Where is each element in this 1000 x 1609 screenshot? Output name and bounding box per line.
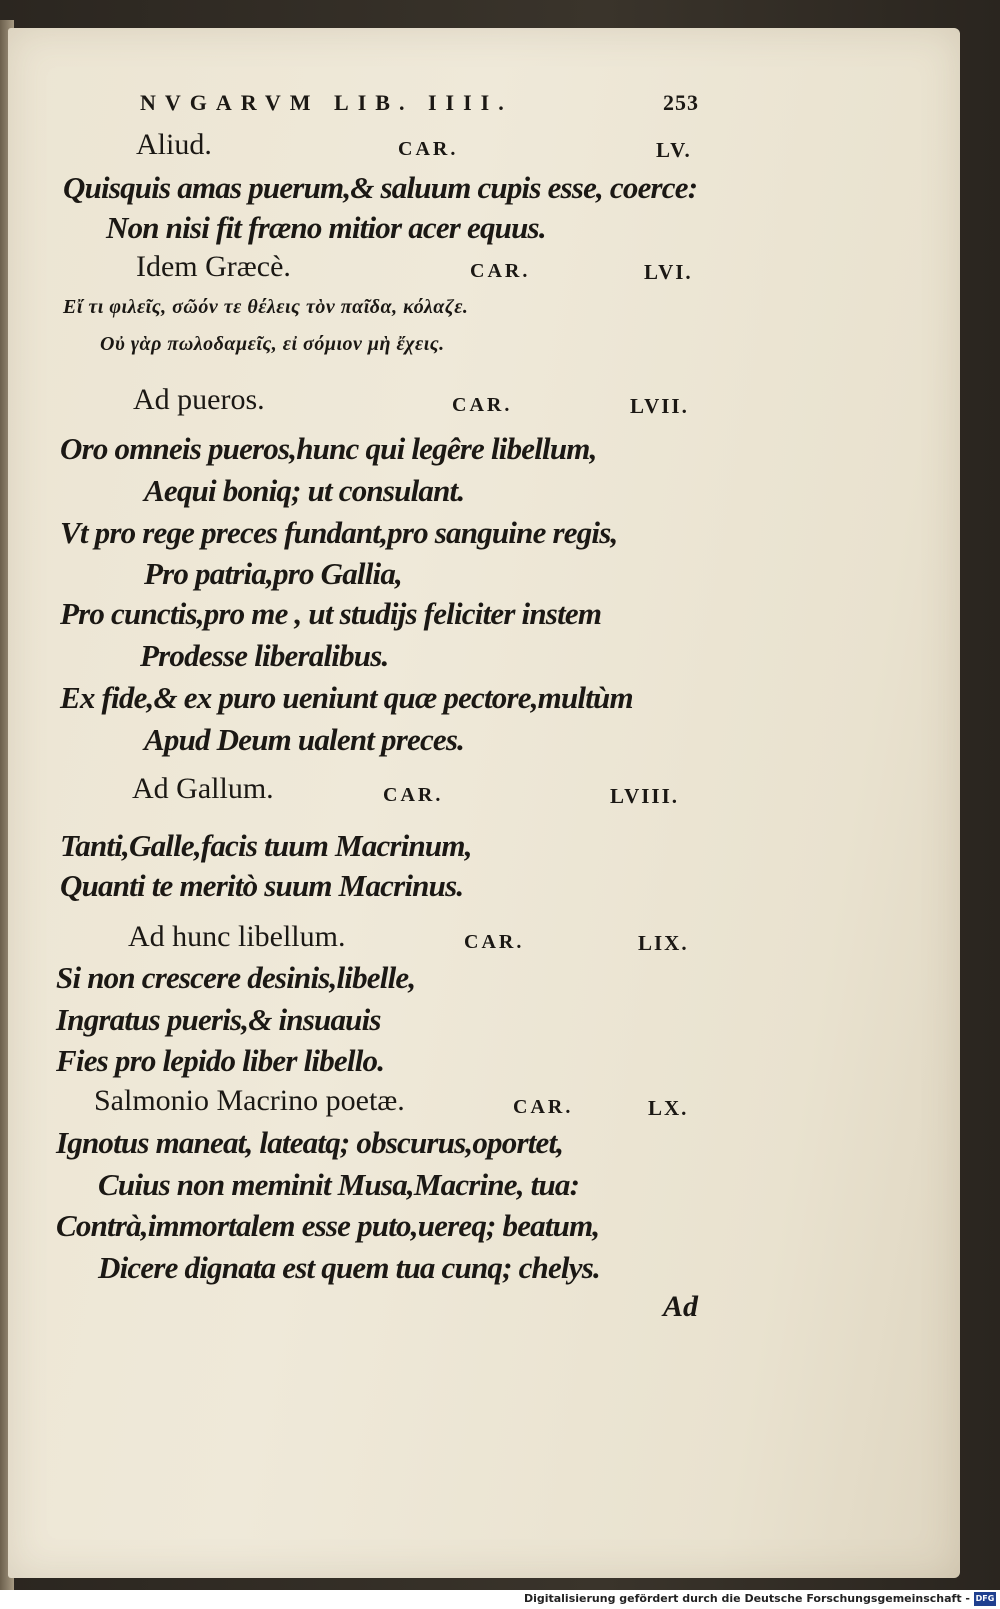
greek-verse-line: Οὐ γὰρ πωλοδαμεῖς, εἰ σόμιον μὴ ἔχεις. <box>100 333 445 355</box>
verse-line: Quisquis amas puerum,& saluum cupis esse, coerce: <box>63 170 698 205</box>
verse-line: Ignotus maneat, lateatq; obscurus,oportet, <box>56 1125 564 1160</box>
verse-line: Tanti,Galle,facis tuum Macrinum, <box>60 828 472 863</box>
catchword: Ad <box>663 1290 699 1323</box>
verse-line: Contrà,immortalem esse puto,uereq; beatum, <box>56 1208 600 1243</box>
verse-line: Quanti te meritò suum Macrinus. <box>60 868 464 903</box>
verse-line: Fies pro lepido liber libello. <box>56 1043 385 1078</box>
verse-line: Pro cunctis,pro me , ut studijs feliciter instem <box>60 596 602 631</box>
poem-car-label: CAR. <box>513 1096 574 1118</box>
poem-number: LV. <box>656 138 692 162</box>
book-page <box>8 28 960 1578</box>
poem-heading: Aliud. <box>136 128 212 161</box>
poem-number: LX. <box>648 1096 689 1120</box>
poem-number: LVIII. <box>610 784 680 808</box>
verse-line: Cuius non meminit Musa,Macrine, tua: <box>98 1167 580 1202</box>
verse-line: Oro omneis pueros,hunc qui legêre libellum, <box>60 431 597 466</box>
poem-car-label: CAR. <box>398 138 459 160</box>
poem-heading: Ad Gallum. <box>132 772 274 805</box>
poem-heading: Ad hunc libellum. <box>128 920 346 953</box>
running-header: NVGARVM LIB. IIII. <box>140 90 513 115</box>
poem-heading: Salmonio Macrino poetæ. <box>94 1084 405 1117</box>
poem-car-label: CAR. <box>470 260 531 282</box>
poem-heading: Ad pueros. <box>133 383 265 416</box>
verse-line: Si non crescere desinis,libelle, <box>56 960 416 995</box>
poem-heading: Idem Græcè. <box>136 250 291 283</box>
verse-line: Vt pro rege preces fundant,pro sanguine regis, <box>60 515 618 550</box>
folio-number: 253 <box>663 90 699 115</box>
funding-notice: Digitalisierung gefördert durch die Deutsche Forschungsgemeinschaft - <box>523 1592 970 1605</box>
poem-car-label: CAR. <box>452 394 513 416</box>
greek-verse-line: Εἴ τι φιλεῖς, σῶόν τε θέλεις τὸν παῖδα, κόλαζε. <box>63 296 469 318</box>
dfg-logo: DFG <box>974 1592 996 1606</box>
poem-number: LVI. <box>644 260 693 284</box>
verse-line: Non nisi fit fræno mitior acer equus. <box>106 210 546 245</box>
verse-line: Dicere dignata est quem tua cunq; chelys. <box>98 1250 600 1285</box>
poem-car-label: CAR. <box>383 784 444 806</box>
poem-number: LVII. <box>630 394 689 418</box>
verse-line: Ex fide,& ex puro ueniunt quæ pectore,multùm <box>60 680 633 715</box>
verse-line: Apud Deum ualent preces. <box>144 722 465 757</box>
poem-number: LIX. <box>638 931 689 955</box>
verse-line: Ingratus pueris,& insuauis <box>56 1002 381 1037</box>
verse-line: Pro patria,pro Gallia, <box>144 556 402 591</box>
verse-line: Prodesse liberalibus. <box>140 638 389 673</box>
verse-line: Aequi boniq; ut consulant. <box>144 473 465 508</box>
poem-car-label: CAR. <box>464 931 525 953</box>
